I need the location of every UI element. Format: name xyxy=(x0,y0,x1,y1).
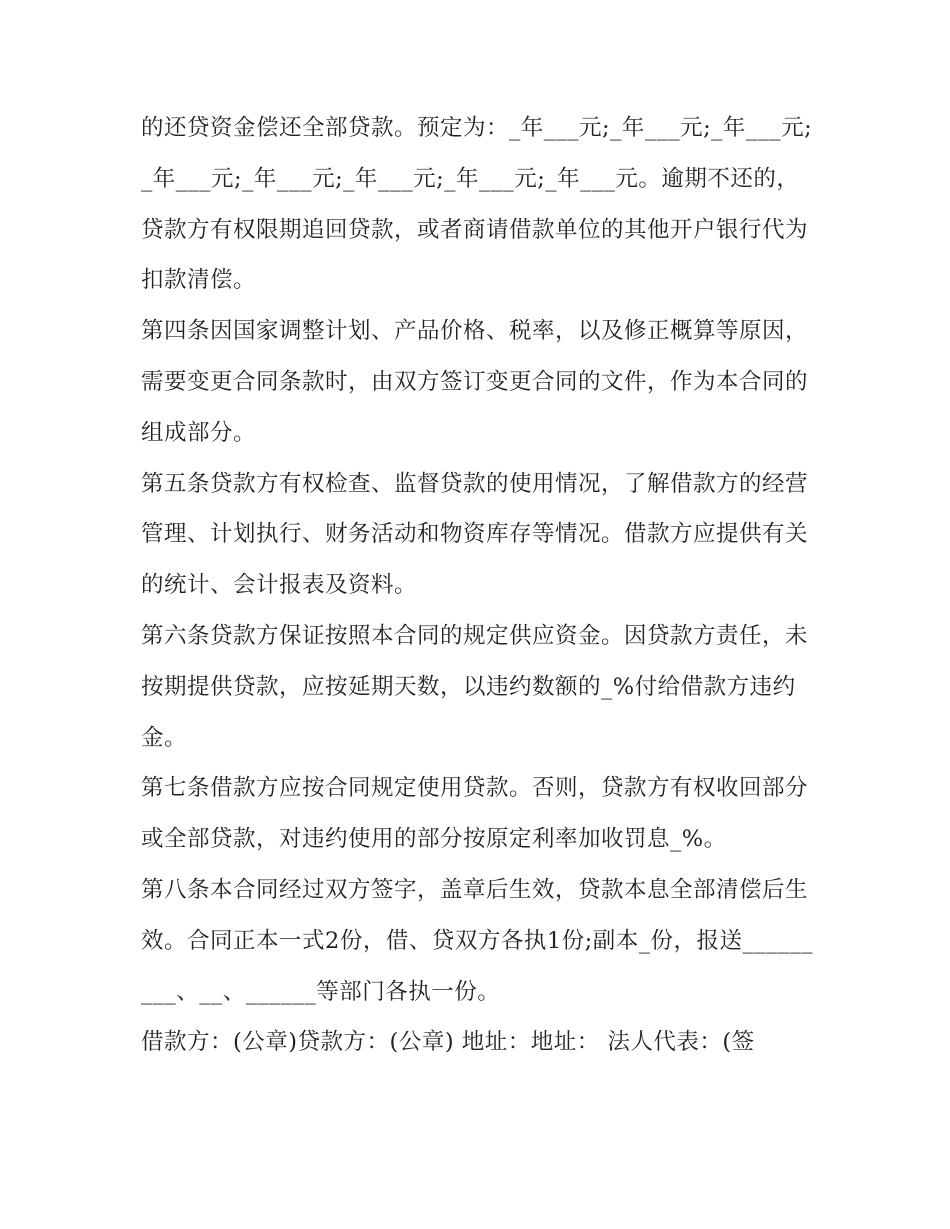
paragraph-article-4: 第四条因国家调整计划、产品价格、税率，以及修正概算等原因，需要变更合同条款时，由双方签订变更合同的文件，作为本合同的组成部分。 xyxy=(141,318,809,446)
paragraph-article-5: 第五条贷款方有权检查、监督贷款的使用情况，了解借款方的经营管理、计划执行、财务活动和物资库存等情况。借款方应提供有关的统计、会计报表及资料。 xyxy=(141,470,809,599)
paragraph-article-6: 第六条贷款方保证按照本合同的规定供应资金。因贷款方责任，未按期提供贷款，应按延期天数，以违约数额的_%付给借款方违约金。 xyxy=(141,622,809,751)
paragraph-article-8: 第八条本合同经过双方签字，盖章后生效，贷款本息全部清偿后生效。合同正本一式2份，借、贷双方各执1份;副本_份，报送_________、__、______等部门各执一份。 xyxy=(141,876,813,1005)
paragraph-signatures: 借款方：(公章)贷款方：(公章) 地址：地址： 法人代表：(签 xyxy=(141,1029,755,1056)
paragraph-article-7: 第七条借款方应按合同规定使用贷款。否则，贷款方有权收回部分或全部贷款，对违约使用的部分按原定利率加收罚息_%。 xyxy=(141,775,809,853)
document-page xyxy=(141,103,821,1068)
paragraph-repayment: 的还贷资金偿还全部贷款。预定为：_年___元;_年___元;_年___元;_年___元;_年___元;_年___元;_年___元;_年___元。逾期不还的，贷款方有权限期追回贷款，或者商请借款单位的其他开户银行代为扣款清偿。 xyxy=(141,115,813,294)
